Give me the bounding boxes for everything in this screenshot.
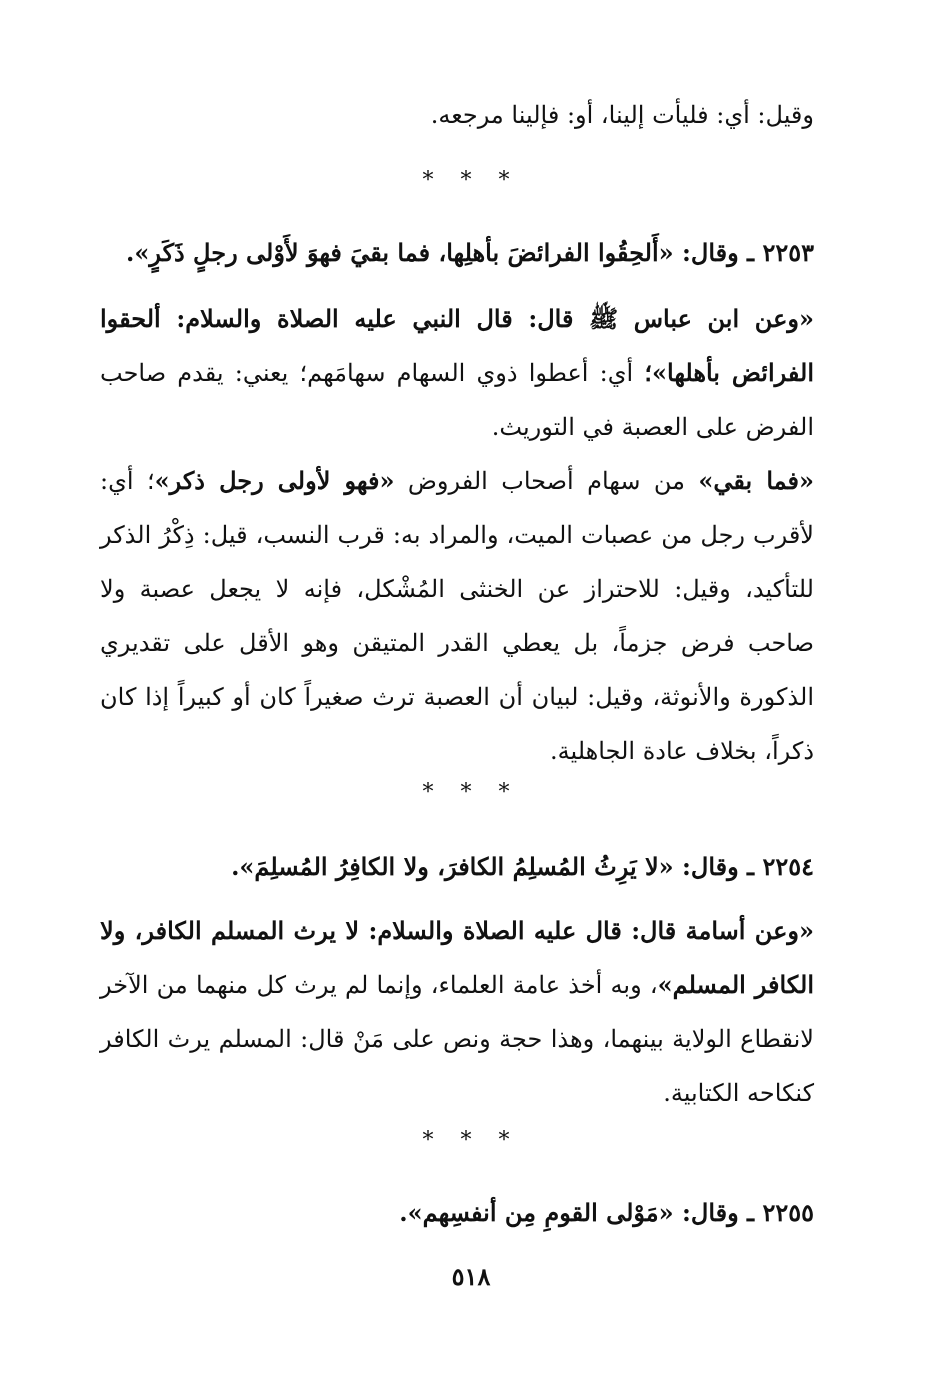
hadith-2253-commentary-2 — [100, 454, 814, 778]
quoted-text: «وعن أسامة قال: قال عليه الصلاة والسلام: لا يرث المسلم الكافر، ولا الكافر المسلم» — [100, 916, 814, 999]
intro-line: وقيل: أي: فليأت إلينا، أو: فإلينا مرجعه. — [430, 101, 814, 129]
hadith-2254-heading: ٢٢٥٤ ـ وقال: «لا يَرِثُ المُسلِمُ الكافرَ، ولا الكافِرُ المُسلِمَ». — [231, 852, 814, 881]
hadith-2253-commentary-1 — [100, 292, 814, 454]
quoted-text: «فهو لأولى رجل ذكر» — [154, 466, 395, 495]
hadith-2254-commentary — [100, 904, 814, 1120]
hadith-2255-heading: ٢٢٥٥ ـ وقال: «مَوْلى القومِ مِن أنفسِهم». — [399, 1198, 814, 1227]
page-number: ٥١٨ — [451, 1262, 491, 1291]
commentary-text: أي: أعطوا ذوي السهام سهامَهم؛ يعني: يقدم صاحب الفرض على العصبة في التوريث. — [100, 359, 814, 441]
commentary-text: من سهام أصحاب الفروض — [394, 467, 699, 495]
separator-3: * * * — [422, 1128, 520, 1153]
hadith-2253-heading: ٢٢٥٣ ـ وقال: «أَلحِقُوا الفرائضَ بأهلِها، فما بقيَ فهوَ لأَوْلى رجلٍ ذَكَرٍ». — [125, 238, 814, 267]
commentary-text: ، وبه أخذ عامة العلماء، وإنما لم يرث كل منهما من الآخر لانقطاع الولاية بينهما، وهذا حجة ونص على مَنْ قال: المسلم يرث الكافر كنكاحه الكتابية. — [100, 971, 814, 1107]
quoted-text: «فما بقي» — [698, 466, 815, 495]
separator-1: * * * — [422, 168, 520, 193]
separator-2: * * * — [422, 780, 520, 805]
quoted-text: «وعن ابن عباس ﷺ قال: قال النبي عليه الصلاة والسلام: ألحقوا الفرائض بأهلها»؛ — [100, 304, 814, 387]
commentary-text: ؛ أي: لأقرب رجل من عصبات الميت، والمراد به: قرب النسب، قيل: ذِكْرُ الذكر للتأكيد، وقيل: للاحتراز عن الخنثى المُشْكل، فإنه لا يجعل عصبة ولا صاحب فرض جزماً، بل يعطي القدر المتيقن وهو الأقل على تقديري الذكورة والأنوثة، وقيل: لبيان أن العصبة ترث صغيراً كان أو كبيراً إذا كان ذكراً، بخلاف عادة الجاهلية. — [100, 467, 814, 765]
